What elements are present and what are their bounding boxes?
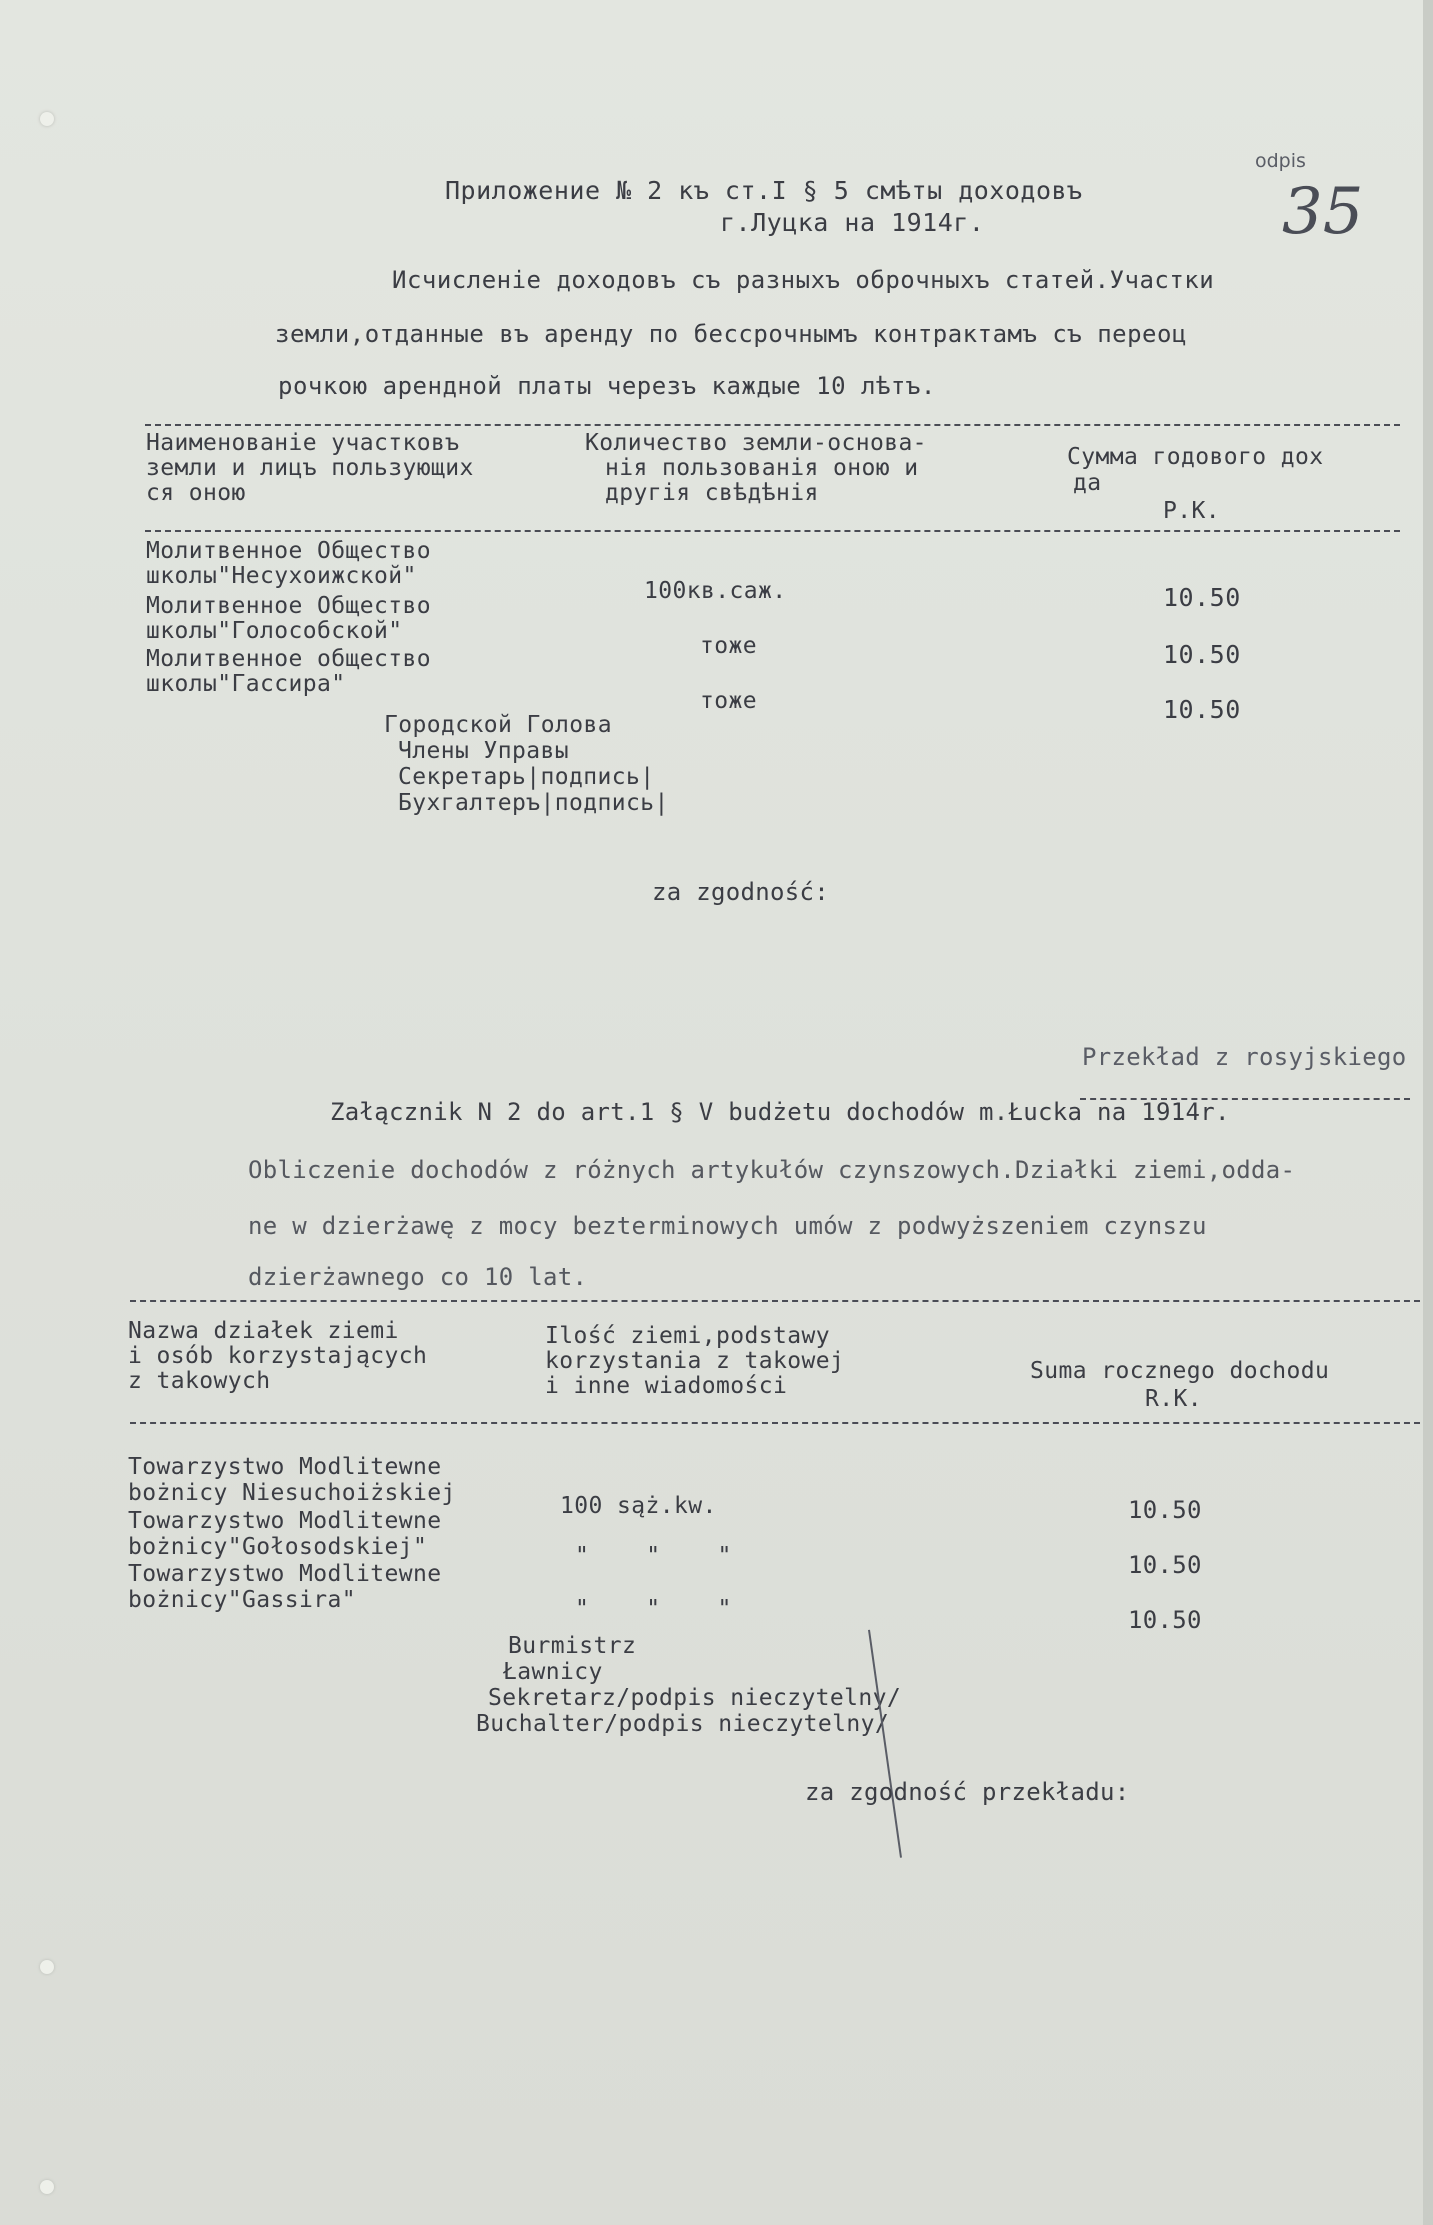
table-rule-header <box>130 1422 1420 1424</box>
punch-hole <box>40 112 54 126</box>
paper-edge <box>1423 0 1433 2225</box>
translation-attest: za zgodność przekładu: <box>805 1778 1130 1806</box>
translation-note: Przekład z rosyjskiego <box>1082 1043 1407 1071</box>
original-intro-line3: рочкою арендной платы черезъ каждые 10 лѣтъ. <box>278 372 936 400</box>
original-title-line2: г.Луцка на 1914г. <box>720 208 985 237</box>
table-rule-top <box>130 1300 1420 1302</box>
translation-intro-line1: Obliczenie dochodów z różnych artykułów czynszowych.Działki ziemi,odda- <box>248 1156 1296 1184</box>
original-intro-line1: Исчисленіе доходовъ съ разныхъ оброчныхъ статей.Участки <box>392 266 1215 294</box>
handwritten-number: 35 <box>1282 175 1364 249</box>
document-page: odpis 35 Приложение № 2 къ ст.I § 5 смѣты доходовъ г.Луцка на 1914г. Исчисленіе доходовъ съ разныхъ оброчныхъ статей.Участки земли,отданные въ аренду по бессрочнымъ контрактамъ съ переоц рочкою арендной платы черезъ каждые 10 лѣтъ. Наименованіе участковъ земли и лицъ пользующих ся оною Количество земли-основа- нія пользованія оною и другія свѣдѣнія Сумма годового дох да Р.К. Молитвенное Общество школы"Несухоижской" 100кв.саж. 10.50 Молитвенное Общество школы"Голособской" тоже 10.50 Молитвенное общество школы"Гассира" тоже 10.50 Городской Голова Члены Управы Секретарь|подпись| Бухгалтеръ|подпись| za zgodność: Przekład z rosyjskiego Załącznik N 2 do art.1 § V budżetu dochodów m.Łucka na 1914r. Obliczenie dochodów z różnych artykułów czynszowych.Działki ziemi,odda- ne w dzierżawę z mocy bezterminowych umów z podwyższeniem czynszu dzierżawnego co 10 lat. Nazwa działek ziemi i osób korzystających z takowych Ilość ziemi,podstawy korzystania z takowej i inne wiadomości Suma rocznego dochodu R.K. Towarzystwo Modlitewne bożnicy Niesuchoiżskiej 100 sąż.kw. 10.50 Towarzystwo Modlitewne bożnicy"Gołosodskiej" " " " 10.50 Towarzystwo Modlitewne bożnicy"Gassira" " " " 10.50 Burmistrz Ławnicy Sekretarz/podpis nieczytelny/ Buchalter/podpis nieczytelny/ za zgodność przekładu: <box>0 0 1433 2225</box>
signature-stroke <box>868 1630 902 1858</box>
odpis-mark: odpis <box>1255 150 1306 172</box>
original-title-line1: Приложение № 2 къ ст.I § 5 смѣты доходовъ <box>445 176 1083 205</box>
table-rule-header <box>145 530 1400 532</box>
translation-intro-line3: dzierżawnego co 10 lat. <box>248 1263 588 1291</box>
original-intro-line2: земли,отданные въ аренду по бессрочнымъ контрактамъ съ переоц <box>275 320 1187 348</box>
original-attest: za zgodność: <box>652 878 829 906</box>
translation-intro-line2: ne w dzierżawę z mocy bezterminowych umów z podwyższeniem czynszu <box>248 1212 1207 1240</box>
punch-hole <box>40 2180 54 2194</box>
translation-title: Załącznik N 2 do art.1 § V budżetu dochodów m.Łucka na 1914r. <box>330 1098 1230 1126</box>
table-rule-top <box>145 424 1400 426</box>
punch-hole <box>40 1960 54 1974</box>
